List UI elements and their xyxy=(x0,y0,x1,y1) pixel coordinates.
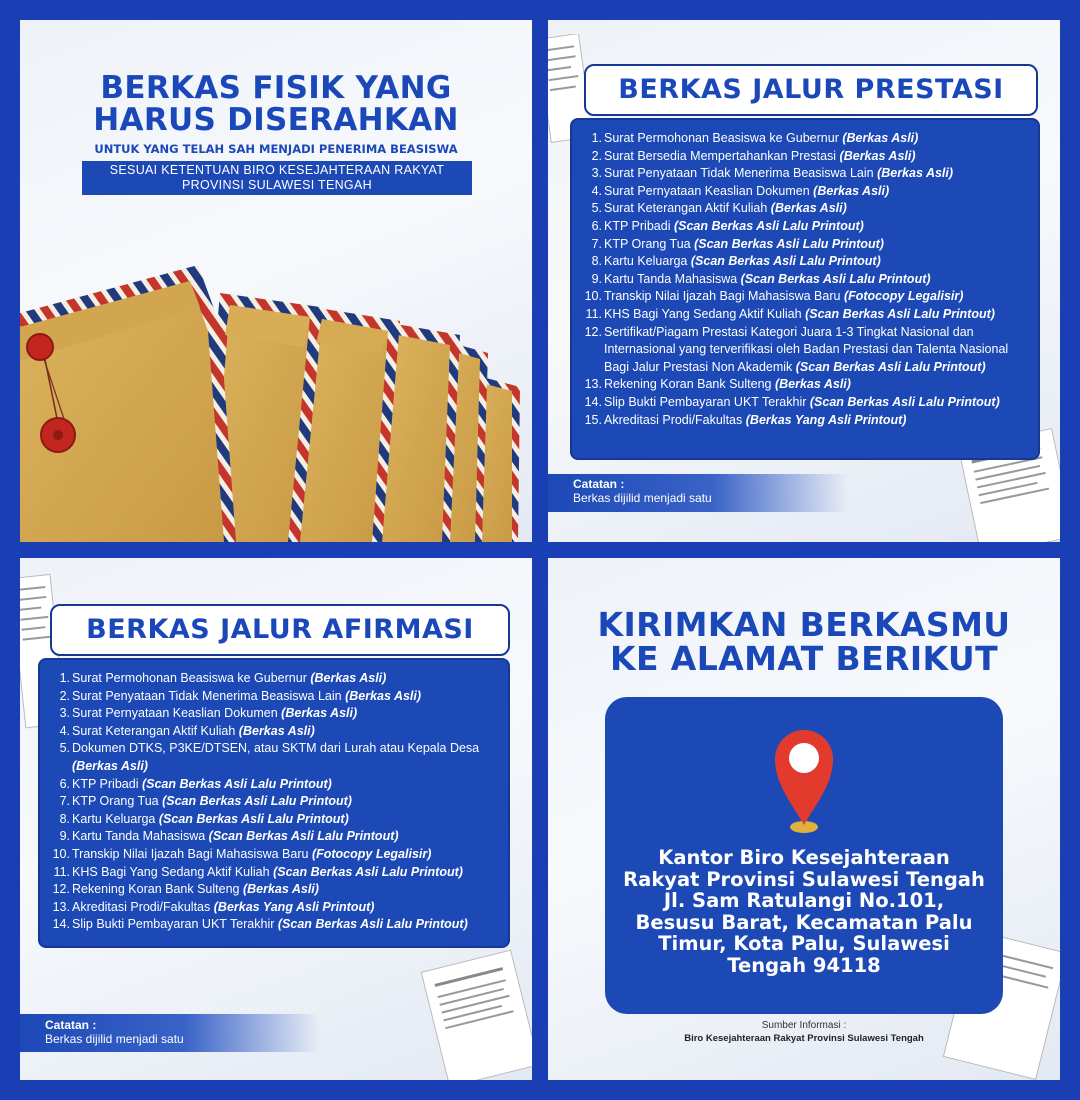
list-item xyxy=(50,916,500,934)
send-title xyxy=(548,605,1060,678)
source-name: Biro Kesejahteraan Rakyat Provinsi Sulawesi Tengah xyxy=(684,1033,924,1044)
list-item-label: KTP Pribadi xyxy=(604,218,671,233)
source-label: Sumber Informasi : xyxy=(761,1020,847,1031)
list-item xyxy=(582,148,1030,166)
list-item-label: Akreditasi Prodi/Fakultas xyxy=(72,899,211,914)
list-item xyxy=(50,776,500,794)
section-title-afirmasi: BERKAS JALUR AFIRMASI xyxy=(50,604,510,656)
list-item-text xyxy=(72,899,500,917)
list-item-label: Surat Permohonan Beasiswa ke Gubernur xyxy=(604,131,839,145)
office-address xyxy=(605,847,1003,976)
list-item-number: 2. xyxy=(59,688,70,703)
list-item xyxy=(50,793,500,811)
list-item-label: Kartu Tanda Mahasiswa xyxy=(604,271,738,286)
requirements-list-afirmasi xyxy=(38,658,510,948)
list-item-text xyxy=(72,846,500,864)
list-item-note: (Berkas Asli) xyxy=(345,688,422,703)
list-item xyxy=(50,723,500,741)
list-item xyxy=(50,740,500,775)
list-item-text xyxy=(604,394,1030,412)
address-line: Tengah 94118 xyxy=(727,953,881,977)
address-line: Besusu Barat, Kecamatan Palu xyxy=(635,910,973,934)
list-item-text xyxy=(604,288,1030,306)
main-title-line-1: BERKAS FISIK YANG xyxy=(100,70,452,106)
list-item-note: (Berkas Asli) xyxy=(281,706,358,721)
list-item-label: KTP Orang Tua xyxy=(604,236,691,251)
panel-berkas-fisik xyxy=(20,20,532,542)
list-item-number: 10. xyxy=(52,846,70,861)
list-item-label: Rekening Koran Bank Sulteng xyxy=(72,882,240,897)
list-item-number: 5. xyxy=(591,201,602,216)
list-item-note: (Scan Berkas Asli Lalu Printout) xyxy=(277,917,468,932)
list-item-note: (Scan Berkas Asli Lalu Printout) xyxy=(809,394,1000,409)
list-item-text xyxy=(604,253,1030,271)
list-item-note: (Berkas Asli) xyxy=(877,166,954,181)
list-item-note: (Berkas Asli) xyxy=(242,882,319,897)
list-item-note: (Berkas Asli) xyxy=(813,183,890,198)
list-item xyxy=(582,306,1030,324)
list-item xyxy=(582,253,1030,271)
list-item-label: Surat Keterangan Aktif Kuliah xyxy=(604,201,768,216)
list-item-note: (Scan Berkas Asli Lalu Printout) xyxy=(690,254,881,269)
list-item-text xyxy=(72,776,500,794)
list-item-label: Kartu Tanda Mahasiswa xyxy=(72,829,206,844)
list-item-note: (Scan Berkas Asli Lalu Printout) xyxy=(694,236,884,251)
list-item-number: 15. xyxy=(584,412,602,427)
list-item-note: (Berkas Asli) xyxy=(72,758,148,773)
list-item-label: Surat Bersedia Mempertahankan Prestasi xyxy=(604,148,837,163)
list-item-number: 3. xyxy=(591,166,602,181)
list-item-text xyxy=(604,271,1030,289)
list-item-label: KTP Orang Tua xyxy=(72,794,159,809)
list-item xyxy=(582,288,1030,306)
list-item xyxy=(582,271,1030,289)
ordered-list xyxy=(50,670,500,934)
list-item-text xyxy=(604,412,1030,430)
list-item-text xyxy=(72,688,500,706)
list-item-label: KHS Bagi Yang Sedang Aktif Kuliah xyxy=(72,864,270,879)
note-text: Berkas dijilid menjadi satu xyxy=(45,1032,184,1046)
list-item-number: 9. xyxy=(591,271,602,286)
list-item xyxy=(50,846,500,864)
list-item-label: Dokumen DTKS, P3KE/DTSEN, atau SKTM dari Lurah atau Kepala Desa xyxy=(72,741,480,756)
list-item-text xyxy=(72,864,500,882)
list-item xyxy=(50,670,500,688)
list-item xyxy=(582,412,1030,430)
list-item-text xyxy=(604,376,1030,394)
panel-kirim-berkas xyxy=(548,558,1060,1080)
list-item-text xyxy=(604,200,1030,218)
address-card xyxy=(605,697,1003,1014)
main-subtitle: UNTUK YANG TELAH SAH MENJADI PENERIMA BEASISWA xyxy=(94,142,458,156)
list-item-note: (Scan Berkas Asli Lalu Printout) xyxy=(141,776,332,791)
list-item-number: 11. xyxy=(53,864,70,879)
list-item-number: 7. xyxy=(591,236,602,251)
list-item-label: Surat Penyataan Tidak Menerima Beasiswa Lain xyxy=(72,688,342,703)
list-item-note: (Scan Berkas Asli Lalu Printout) xyxy=(740,271,931,286)
list-item-label: Akreditasi Prodi/Fakultas xyxy=(604,412,743,427)
list-item-number: 7. xyxy=(59,794,70,809)
list-item-label: Surat Penyataan Tidak Menerima Beasiswa Lain xyxy=(604,166,874,181)
list-item xyxy=(582,130,1030,148)
address-line: Rakyat Provinsi Sulawesi Tengah xyxy=(623,867,985,891)
list-item-text xyxy=(604,130,1030,148)
list-item xyxy=(50,828,500,846)
list-item-text xyxy=(72,670,500,688)
list-item-note: (Berkas Asli) xyxy=(238,723,315,738)
list-item-text xyxy=(72,705,500,723)
list-item-number: 14. xyxy=(52,917,70,932)
note-label: Catatan : xyxy=(573,477,625,491)
list-item-note: (Berkas Yang Asli Printout) xyxy=(213,899,375,914)
list-item-number: 12. xyxy=(52,882,70,897)
list-item-note: (Scan Berkas Asli Lalu Printout) xyxy=(273,864,463,879)
list-item-text xyxy=(604,236,1030,254)
note-box xyxy=(20,1014,320,1052)
ordered-list xyxy=(582,130,1030,429)
envelope-stack-icon xyxy=(20,235,532,542)
list-item-note: (Berkas Asli) xyxy=(774,377,851,392)
list-item-text xyxy=(604,218,1030,236)
list-item-label: Kartu Keluarga xyxy=(604,254,688,269)
list-item-number: 8. xyxy=(59,811,70,826)
envelope-front xyxy=(20,265,236,542)
list-item xyxy=(50,881,500,899)
regulation-band xyxy=(82,161,472,195)
list-item-text xyxy=(604,183,1030,201)
address-line: Kantor Biro Kesejahteraan xyxy=(658,846,950,869)
list-item-number: 10. xyxy=(584,289,602,304)
map-pin-icon xyxy=(771,727,837,837)
list-item-label: Slip Bukti Pembayaran UKT Terakhir xyxy=(72,917,275,932)
requirements-list-prestasi xyxy=(570,118,1040,460)
note-label: Catatan : xyxy=(45,1018,97,1032)
list-item-note: (Scan Berkas Asli Lalu Printout) xyxy=(673,218,864,233)
list-item-number: 9. xyxy=(59,829,70,844)
main-title-line-2: HARUS DISERAHKAN xyxy=(93,102,459,138)
main-title xyxy=(20,72,532,136)
list-item-note: (Scan Berkas Asli Lalu Printout) xyxy=(158,811,349,826)
list-item-number: 4. xyxy=(591,183,602,198)
list-item xyxy=(582,236,1030,254)
list-item-note: (Berkas Asli) xyxy=(770,201,847,216)
list-item-label: Surat Permohonan Beasiswa ke Gubernur xyxy=(72,671,307,685)
list-item-number: 13. xyxy=(584,377,602,392)
list-item-label: Rekening Koran Bank Sulteng xyxy=(604,377,772,392)
panel-jalur-prestasi xyxy=(548,20,1060,542)
regulation-band-line-1: SESUAI KETENTUAN BIRO KESEJAHTERAAN RAKYAT xyxy=(109,163,445,177)
list-item-text xyxy=(72,740,500,775)
list-item-text xyxy=(604,324,1030,377)
list-item-number: 3. xyxy=(59,706,70,721)
list-item xyxy=(582,394,1030,412)
button-fastener-icon xyxy=(27,334,53,360)
list-item-label: Sertifikat/Piagam Prestasi Kategori Juara 1-3 Tingkat Nasional dan Internasional yang terverifikasi oleh Badan Prestasi dan Talenta Nasional Bagi Jalur Prestasi Non Akademik xyxy=(604,324,1009,374)
section-title-prestasi: BERKAS JALUR PRESTASI xyxy=(584,64,1038,116)
list-item-text xyxy=(72,828,500,846)
list-item xyxy=(50,864,500,882)
list-item-number: 6. xyxy=(591,218,602,233)
list-item xyxy=(582,183,1030,201)
list-item-text xyxy=(604,306,1030,324)
list-item xyxy=(50,688,500,706)
list-item-text xyxy=(72,723,500,741)
list-item-text xyxy=(604,165,1030,183)
list-item-label: Kartu Keluarga xyxy=(72,811,156,826)
list-item-label: Surat Pernyataan Keaslian Dokumen xyxy=(604,183,810,198)
list-item xyxy=(50,705,500,723)
list-item-note: (Scan Berkas Asli Lalu Printout) xyxy=(208,829,399,844)
document-icon xyxy=(420,948,532,1080)
note-text: Berkas dijilid menjadi satu xyxy=(573,491,712,505)
list-item-note: (Fotocopy Legalisir) xyxy=(311,846,432,861)
list-item-number: 1. xyxy=(591,131,602,145)
list-item xyxy=(582,200,1030,218)
list-item-number: 13. xyxy=(52,899,70,914)
regulation-band-line-2: PROVINSI SULAWESI TENGAH xyxy=(182,178,372,192)
note-box xyxy=(548,474,848,512)
list-item xyxy=(582,324,1030,377)
list-item xyxy=(582,165,1030,183)
list-item-text xyxy=(72,811,500,829)
list-item-label: Surat Pernyataan Keaslian Dokumen xyxy=(72,706,278,721)
send-title-line-2: KE ALAMAT BERIKUT xyxy=(609,639,998,678)
list-item-label: Slip Bukti Pembayaran UKT Terakhir xyxy=(604,394,807,409)
list-item-number: 2. xyxy=(591,148,602,163)
list-item-note: (Scan Berkas Asli Lalu Printout) xyxy=(795,359,986,374)
list-item xyxy=(582,218,1030,236)
list-item-label: KTP Pribadi xyxy=(72,776,139,791)
list-item xyxy=(50,811,500,829)
list-item-number: 8. xyxy=(591,254,602,269)
list-item-text xyxy=(72,881,500,899)
list-item-label: Transkip Nilai Ijazah Bagi Mahasiswa Baru xyxy=(604,289,841,304)
list-item-label: KHS Bagi Yang Sedang Aktif Kuliah xyxy=(604,306,802,321)
list-item-note: (Berkas Asli) xyxy=(839,148,916,163)
list-item-text xyxy=(604,148,1030,166)
list-item-number: 1. xyxy=(59,671,70,685)
address-line: Timur, Kota Palu, Sulawesi xyxy=(658,932,950,955)
list-item-label: Transkip Nilai Ijazah Bagi Mahasiswa Baru xyxy=(72,846,309,861)
panel-jalur-afirmasi xyxy=(20,558,532,1080)
list-item-number: 5. xyxy=(59,741,70,756)
list-item-note: (Scan Berkas Asli Lalu Printout) xyxy=(162,794,352,809)
list-item-note: (Scan Berkas Asli Lalu Printout) xyxy=(805,306,995,321)
address-line: Jl. Sam Ratulangi No.101, xyxy=(663,889,945,912)
list-item-note: (Fotocopy Legalisir) xyxy=(843,289,964,304)
list-item-number: 12. xyxy=(584,324,602,339)
list-item-note: (Berkas Asli) xyxy=(842,131,919,145)
send-title-line-1: KIRIMKAN BERKASMU xyxy=(597,605,1011,644)
list-item-number: 14. xyxy=(584,394,602,409)
list-item-text xyxy=(72,793,500,811)
list-item-label: Surat Keterangan Aktif Kuliah xyxy=(72,723,236,738)
list-item xyxy=(50,899,500,917)
list-item xyxy=(582,376,1030,394)
list-item-note: (Berkas Yang Asli Printout) xyxy=(745,412,907,427)
list-item-note: (Berkas Asli) xyxy=(310,671,387,685)
list-item-text xyxy=(72,916,500,934)
list-item-number: 6. xyxy=(59,776,70,791)
list-item-number: 4. xyxy=(59,723,70,738)
list-item-number: 11. xyxy=(585,306,602,321)
